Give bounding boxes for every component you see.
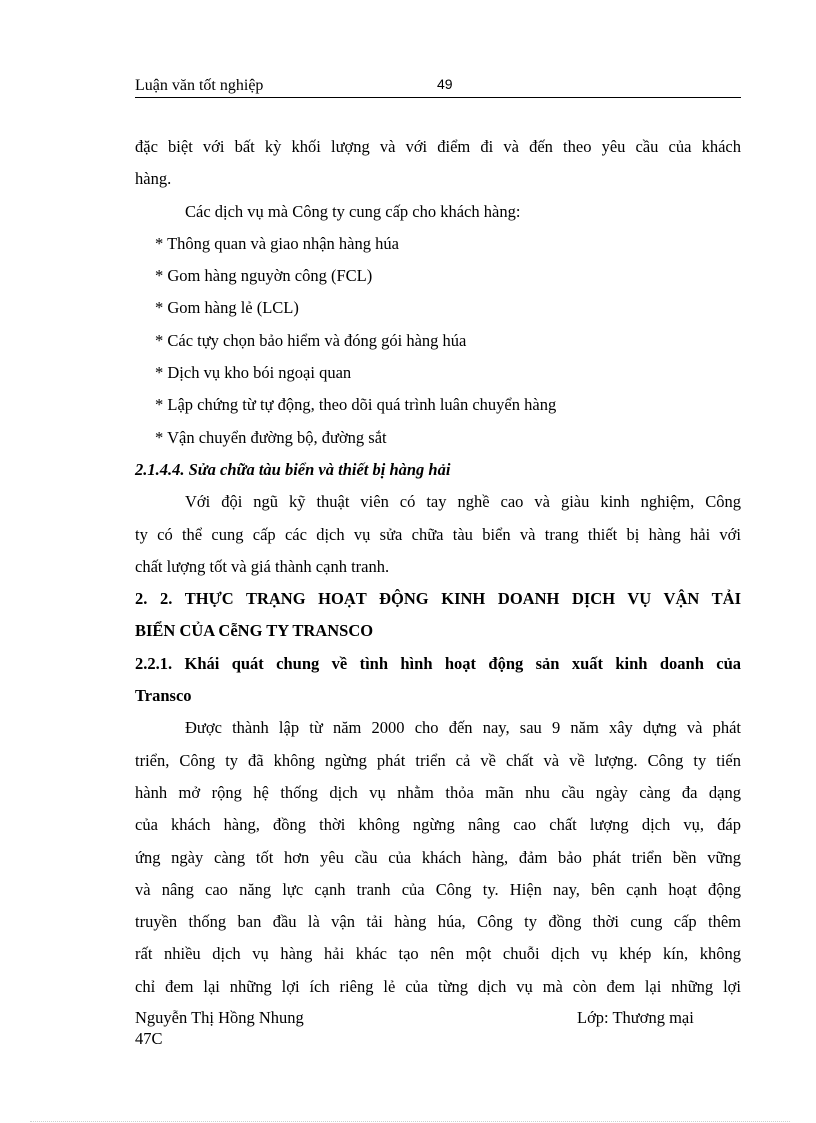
service-list-item: * Gom hàng lẻ (LCL) [155, 298, 299, 318]
paragraph-line: ứng ngày càng tốt hơn yêu cầu của khách hàng, đảm bảo phát triển bền vững [135, 847, 741, 867]
author-name: Nguyễn Thị Hồng Nhung [135, 1008, 304, 1027]
paragraph-line: đặc biệt với bất kỳ khối lượng và với điểm đi và đến theo yêu cầu của khách [135, 137, 741, 156]
paragraph-line: ty có thể cung cấp các dịch vụ sửa chữa tàu biển và trang thiết bị hàng hải với [135, 524, 741, 544]
document-body [135, 131, 741, 1003]
paragraph-line: triển, Công ty đã không ngừng phát triển cả về chất và về lượng. Công ty tiến [135, 750, 741, 770]
paragraph-line: của khách hàng, đồng thời không ngừng nâng cao chất lượng dịch vụ, đáp [135, 815, 741, 835]
page-number: 49 [437, 76, 453, 92]
section-heading: 2. 2. THỰC TRẠNG HOẠT ĐỘNG KINH DOANH DỊCH VỤ VẬN TẢI [135, 589, 741, 609]
paragraph-line: Với đội ngũ kỹ thuật viên có tay nghề cao và giàu kinh nghiệm, Công [185, 492, 741, 512]
paragraph-line: Được thành lập từ năm 2000 cho đến nay, sau 9 năm xây dựng và phát [185, 718, 741, 738]
services-intro: Các dịch vụ mà Công ty cung cấp cho khách hàng: [185, 201, 521, 221]
paragraph-line: hàng. [135, 169, 172, 189]
paragraph-line: chỉ đem lại những lợi ích riêng lẻ của từng dịch vụ mà còn đem lại những lợi [135, 976, 741, 996]
section-heading: BIỂN CỦA CễNG TY TRANSCO [135, 621, 374, 641]
service-list-item: * Lập chứng từ tự động, theo dõi quá trình luân chuyển hàng [155, 395, 557, 415]
header-title: Luận văn tốt nghiệp [135, 77, 264, 94]
subsection-heading: Transco [135, 686, 192, 706]
class-label: Lớp: Thương mại [577, 1008, 694, 1027]
subsection-heading: 2.2.1. Khái quát chung về tình hình hoạt động sản xuất kinh doanh của [135, 653, 741, 673]
service-list-item: * Thông quan và giao nhận hàng húa [155, 233, 399, 253]
service-list-item: * Vận chuyển đường bộ, đường sắt [155, 427, 387, 447]
header-divider [135, 97, 741, 98]
paragraph-line: rất nhiều dịch vụ hàng hải khác tạo nên một chuỗi dịch vụ khép kín, không [135, 944, 741, 964]
paragraph-line: truyền thống ban đầu là vận tải hàng húa, Công ty đồng thời cung cấp thêm [135, 912, 741, 932]
service-list-item: * Dịch vụ kho bói ngoại quan [155, 363, 352, 383]
class-suffix: 47C [135, 1029, 163, 1048]
paragraph-line: chất lượng tốt và giá thành cạnh tranh. [135, 556, 390, 576]
paragraph-line: và nâng cao năng lực cạnh tranh của Công ty. Hiện nay, bên cạnh hoạt động [135, 879, 741, 899]
service-list-item: * Gom hàng nguyờn công (FCL) [155, 266, 373, 286]
service-list-item: * Các tựy chọn bảo hiểm và đóng gói hàng húa [155, 330, 467, 350]
subsection-heading: 2.1.4.4. Sửa chữa tàu biển và thiết bị hàng hải [135, 459, 451, 479]
paragraph-line: hành mở rộng hệ thống dịch vụ nhằm thỏa mãn nhu cầu ngày càng đa dạng [135, 782, 741, 802]
page-bottom-edge [30, 1121, 790, 1122]
